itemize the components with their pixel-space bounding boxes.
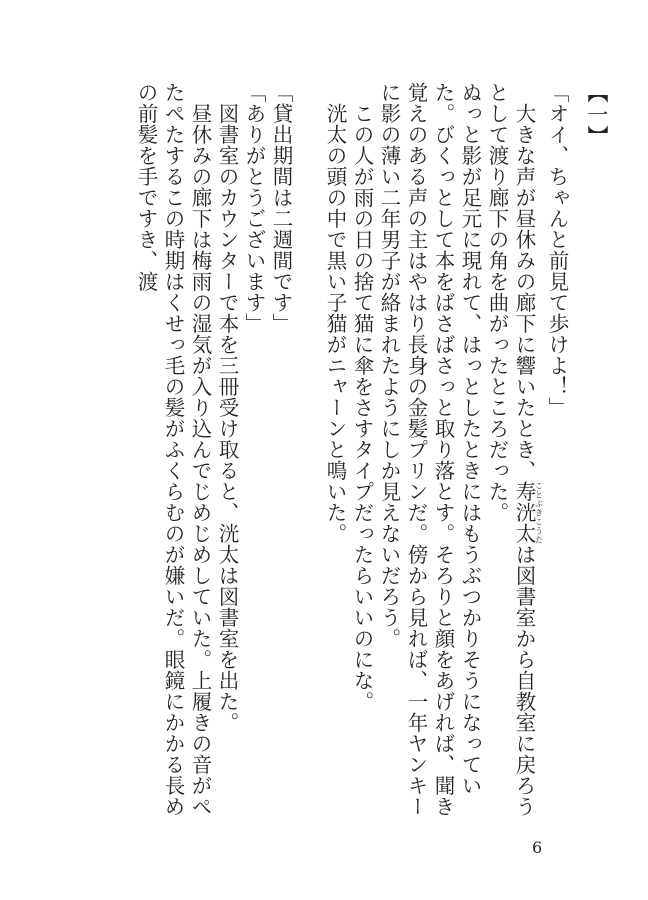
name-with-ruby xyxy=(512,480,544,544)
paragraph-text: は図書室から自教室に戻ろうとして渡り廊下の角を曲がったところだった。 xyxy=(485,82,536,817)
paragraph: ぬっと影が足元に現れて、はっとしたときにはもうぶつかりそうになっていた。びくっとして本をばさばさっと取り落とす。そろりと顔をあげれば、聞き覚えのある声の主はやはり長身の金髪プリンだ。傍から見れば、一年ヤンキーに影の薄い二年男子が絡まれたようにしか見えないだろう。 xyxy=(377,82,482,817)
paragraph-text: 大きな声が昼休みの廊下に響いたとき、 xyxy=(512,102,536,481)
page-number: 6 xyxy=(532,838,543,857)
paragraph: 図書室のカウンターで本を三冊受け取ると、洸太は図書室を出た。 xyxy=(215,102,239,733)
dialogue-line: 「ありがとうございます」 xyxy=(242,82,266,334)
paragraph: 洸太の頭の中で黒い子猫がニャーンと鳴いた。 xyxy=(323,102,347,544)
dialogue-line: 「オイ、ちゃんと前見て歩けよ！」 xyxy=(545,82,569,418)
paragraph xyxy=(483,82,543,822)
paragraph: この人が雨の日の捨て猫に傘をさすタイプだったらいいのにな。 xyxy=(350,102,374,712)
dialogue-line: 「貸出期間は二週間です」 xyxy=(269,82,293,334)
chapter-heading: 【一】 xyxy=(585,82,609,147)
paragraph: 昼休みの廊下は梅雨の湿気が入り込んでじめじめしていた。上履きの音がぺたぺたするこの時期はくせっ毛の髪がふくらむのが嫌いだ。眼鏡にかかる長めの前髪を手ですき、渡 xyxy=(134,82,212,817)
ruby-reading: ことぶきこうた xyxy=(534,480,544,544)
ruby-base: 寿洸太 xyxy=(512,480,536,544)
vertical-text-body xyxy=(110,82,610,822)
section-gap xyxy=(294,82,321,822)
